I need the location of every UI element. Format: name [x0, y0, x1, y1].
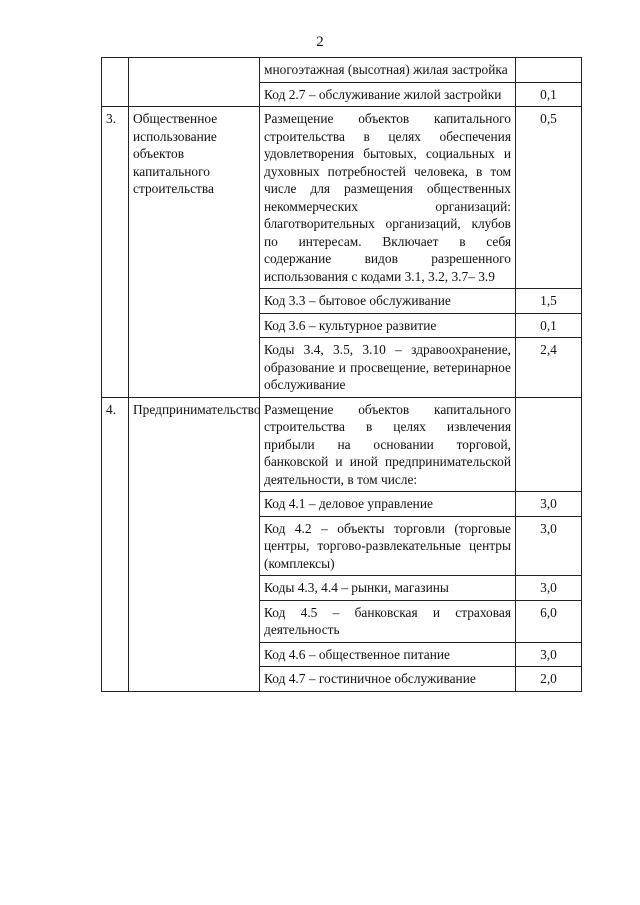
description-cell: многоэтажная (высотная) жилая застройка [260, 58, 516, 83]
land-use-coefficient-table [101, 57, 582, 692]
coefficient-cell [516, 397, 582, 492]
group-name-cell: Общественное использование объектов капитального строительства [129, 107, 260, 398]
table-row [102, 397, 582, 492]
coefficient-cell: 2,0 [516, 667, 582, 692]
coefficient-cell: 6,0 [516, 600, 582, 642]
group-number-cell: 4. [102, 397, 129, 691]
coefficient-cell: 1,5 [516, 289, 582, 314]
description-cell: Код 3.3 – бытовое обслуживание [260, 289, 516, 314]
coefficient-cell: 3,0 [516, 516, 582, 576]
description-cell: Код 4.7 – гостиничное обслуживание [260, 667, 516, 692]
description-cell: Код 3.6 – культурное развитие [260, 313, 516, 338]
description-cell: Код 4.2 – объекты торговли (торговые центры, торгово-развлекательные центры (комплексы) [260, 516, 516, 576]
group-name-cell [129, 58, 260, 107]
coefficient-cell: 0,1 [516, 82, 582, 107]
description-cell: Код 4.6 – общественное питание [260, 642, 516, 667]
coefficient-cell: 3,0 [516, 492, 582, 517]
description-cell: Размещение объектов капитального строительства в целях извлечения прибыли на основании торговой, банковской и иной предпринимательской деятельности, в том числе: [260, 397, 516, 492]
group-name-cell: Предпринимательство [129, 397, 260, 691]
coefficient-cell: 3,0 [516, 642, 582, 667]
coefficient-cell [516, 58, 582, 83]
description-cell: Код 4.5 – банковская и страховая деятельность [260, 600, 516, 642]
description-cell: Коды 3.4, 3.5, 3.10 – здравоохранение, образование и просвещение, ветеринарное обслуживание [260, 338, 516, 398]
group-number-cell [102, 58, 129, 107]
table-row [102, 58, 582, 83]
description-cell: Код 2.7 – обслуживание жилой застройки [260, 82, 516, 107]
coefficient-cell: 0,5 [516, 107, 582, 289]
coefficient-cell: 0,1 [516, 313, 582, 338]
coefficient-cell: 2,4 [516, 338, 582, 398]
page-number: 2 [316, 34, 324, 50]
description-cell: Размещение объектов капитального строительства в целях обеспечения удовлетворения бытовых, социальных и духовных потребностей человека, в том числе для размещения общественных некоммерческих организаций: благотворительных организаций, клубов по интересам. Включает в себя содержание видов разрешенного использования с кодами 3.1, 3.2, 3.7– 3.9 [260, 107, 516, 289]
coefficient-cell: 3,0 [516, 576, 582, 601]
description-cell: Код 4.1 – деловое управление [260, 492, 516, 517]
description-cell: Коды 4.3, 4.4 – рынки, магазины [260, 576, 516, 601]
table-row [102, 107, 582, 289]
group-number-cell: 3. [102, 107, 129, 398]
